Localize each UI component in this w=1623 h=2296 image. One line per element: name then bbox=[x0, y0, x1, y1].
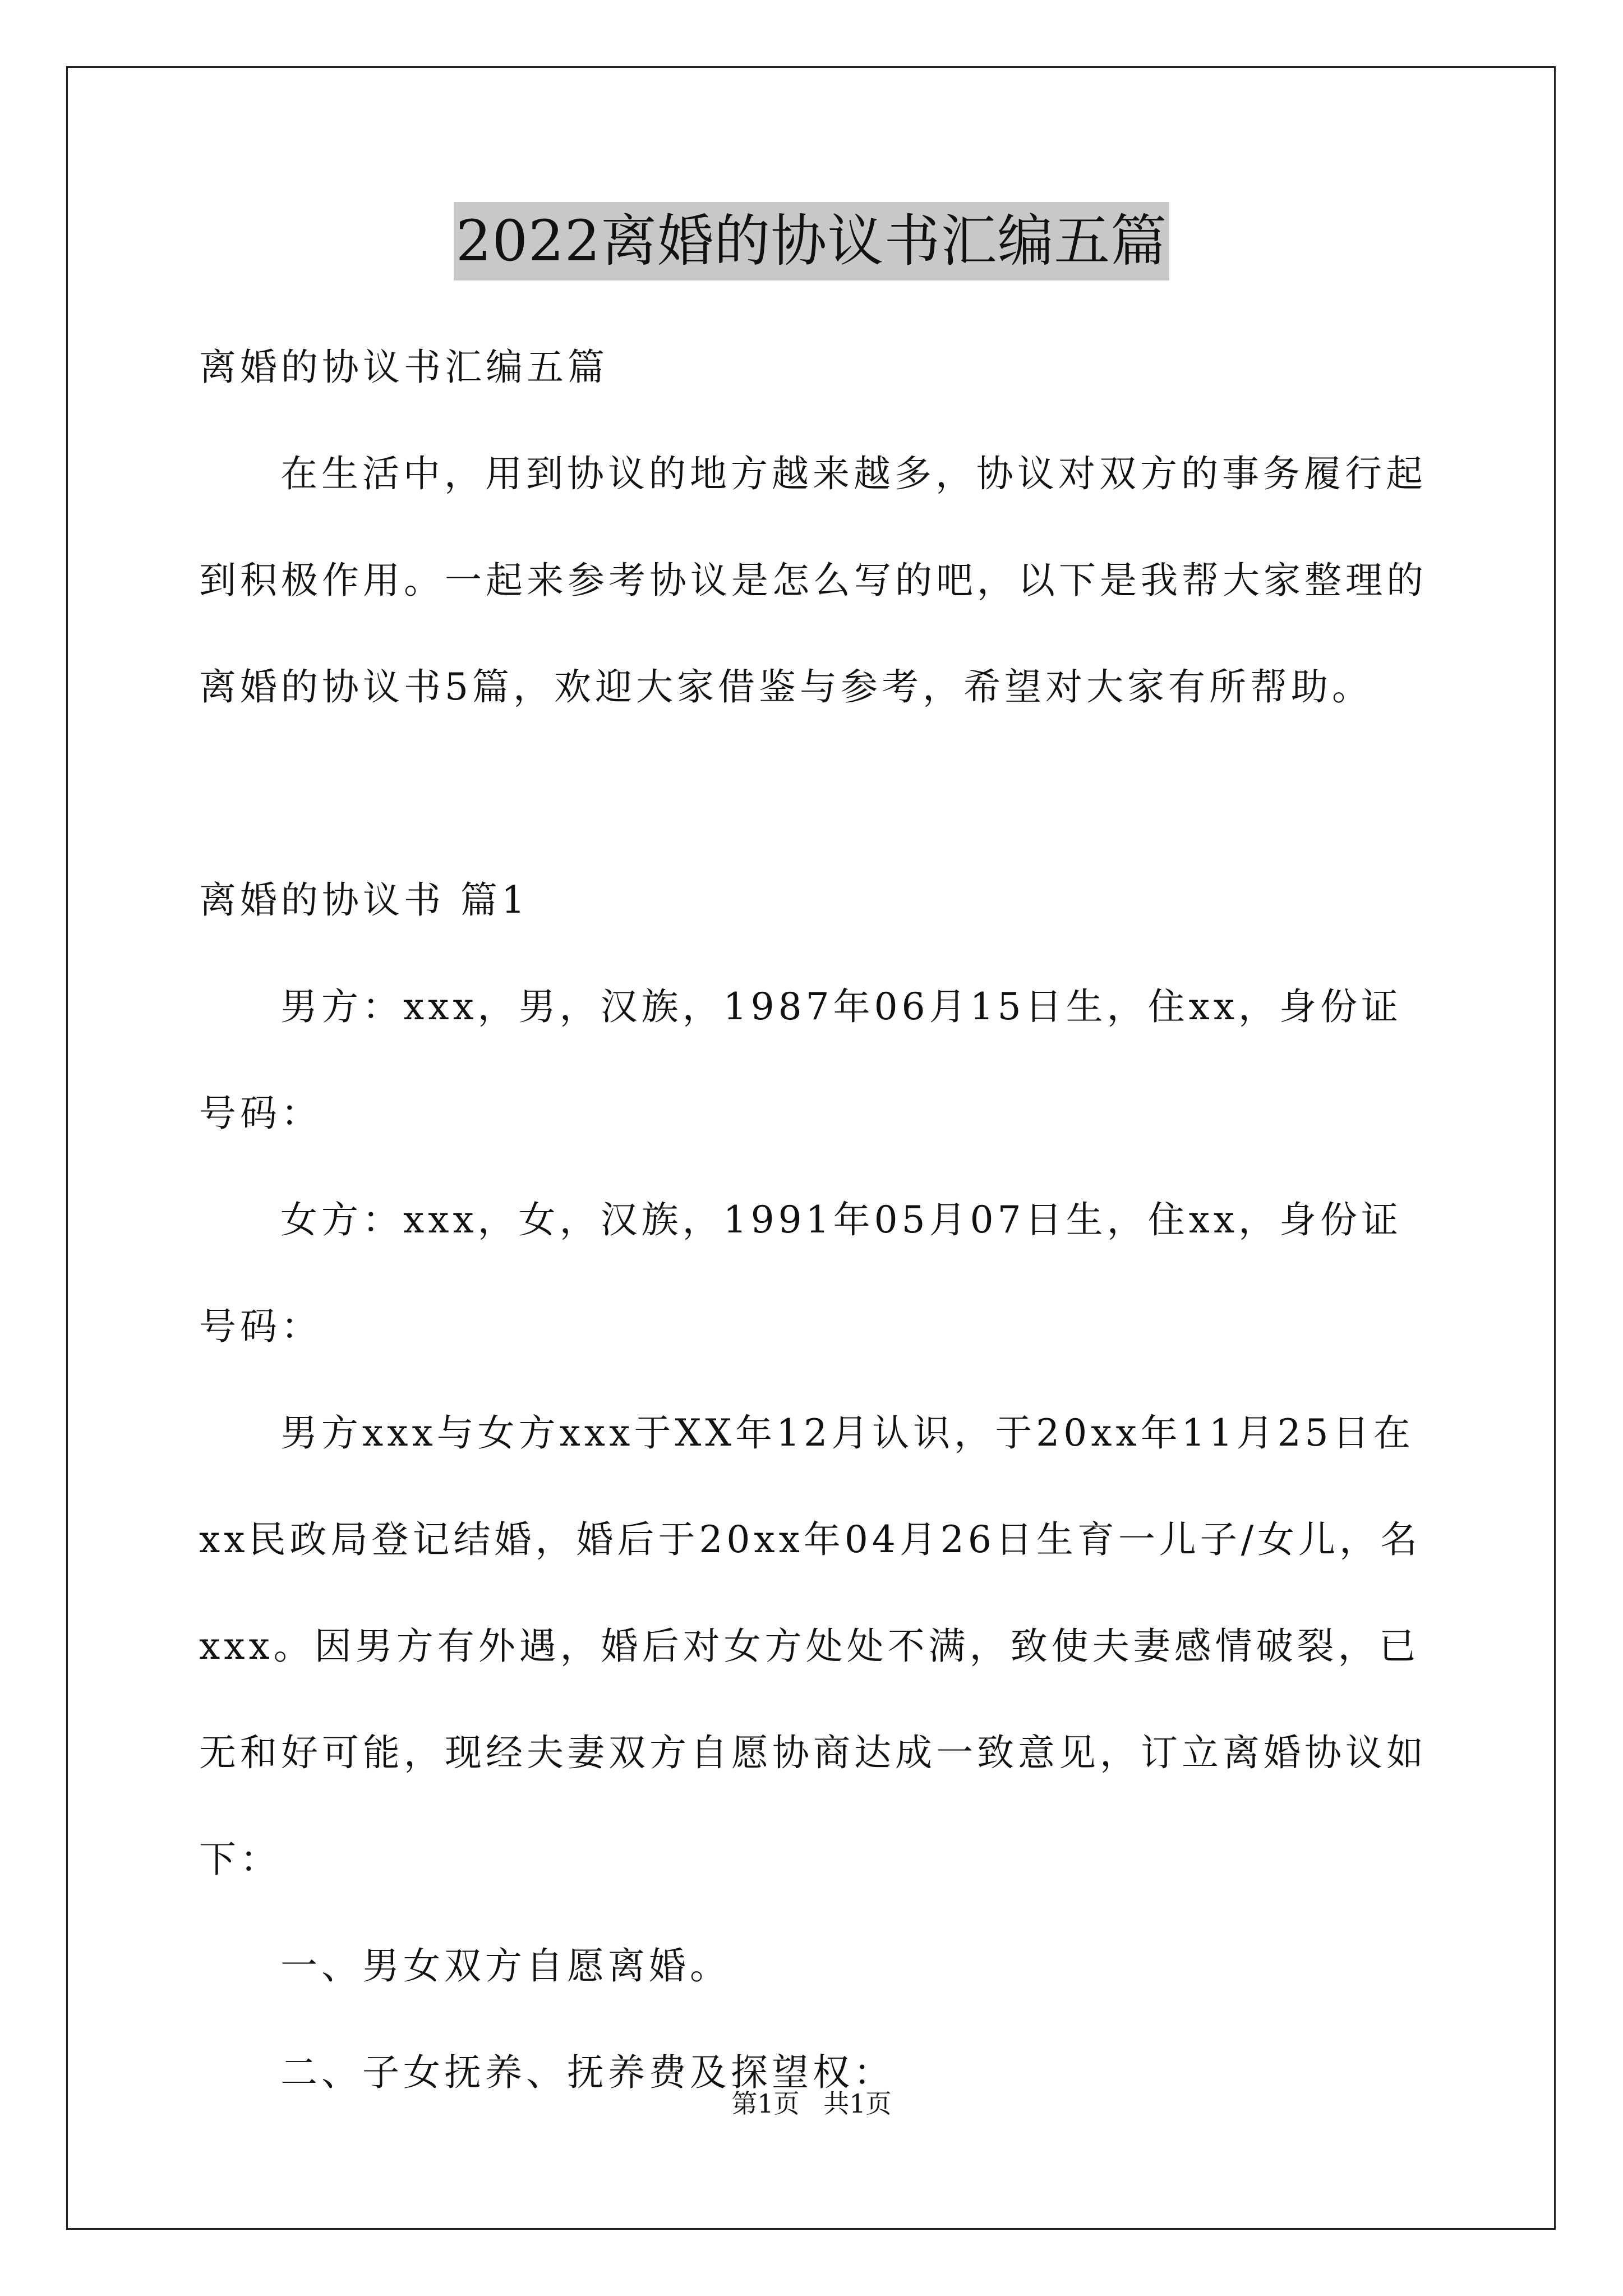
page-footer bbox=[0, 2087, 1623, 2120]
intro-paragraph: 在生活中，用到协议的地方越来越多，协议对双方的事务履行起到积极作用。一起来参考协议是怎么写的吧，以下是我帮大家整理的离婚的协议书5篇，欢迎大家借鉴与参考，希望对大家有所帮助。 bbox=[199, 452, 1427, 708]
background-paragraph: 男方xxx与女方xxx于XX年12月认识，于20xx年11月25日在xx民政局登记结婚，婚后于20xx年04月26日生育一儿子/女儿，名xxx。因男方有外遇，婚后对女方处处不满，致使夫妻感情破裂，已无和好可能，现经夫妻双方自愿协商达成一致意见，订立离婚协议如下： bbox=[199, 1411, 1427, 1881]
title-container bbox=[0, 202, 1623, 280]
document-body bbox=[199, 314, 1438, 2126]
page-number-total: 共1页 bbox=[823, 2088, 892, 2119]
document-title: 2022离婚的协议书汇编五篇 bbox=[454, 202, 1170, 280]
male-party-paragraph: 男方：xxx，男，汉族，1987年06月15日生，住xx，身份证号码： bbox=[199, 985, 1403, 1135]
clause-one: 一、男女双方自愿离婚。 bbox=[280, 1944, 731, 1987]
section-heading: 离婚的协议书 篇1 bbox=[199, 878, 529, 922]
clause-two: 二、子女抚养、抚养费及探望权： bbox=[280, 2051, 895, 2094]
spacer bbox=[199, 740, 1438, 847]
document-subtitle: 离婚的协议书汇编五篇 bbox=[199, 346, 608, 389]
female-party-paragraph: 女方：xxx，女，汉族，1991年05月07日生，住xx，身份证号码： bbox=[199, 1198, 1403, 1348]
page-number-current: 第1页 bbox=[731, 2088, 800, 2119]
